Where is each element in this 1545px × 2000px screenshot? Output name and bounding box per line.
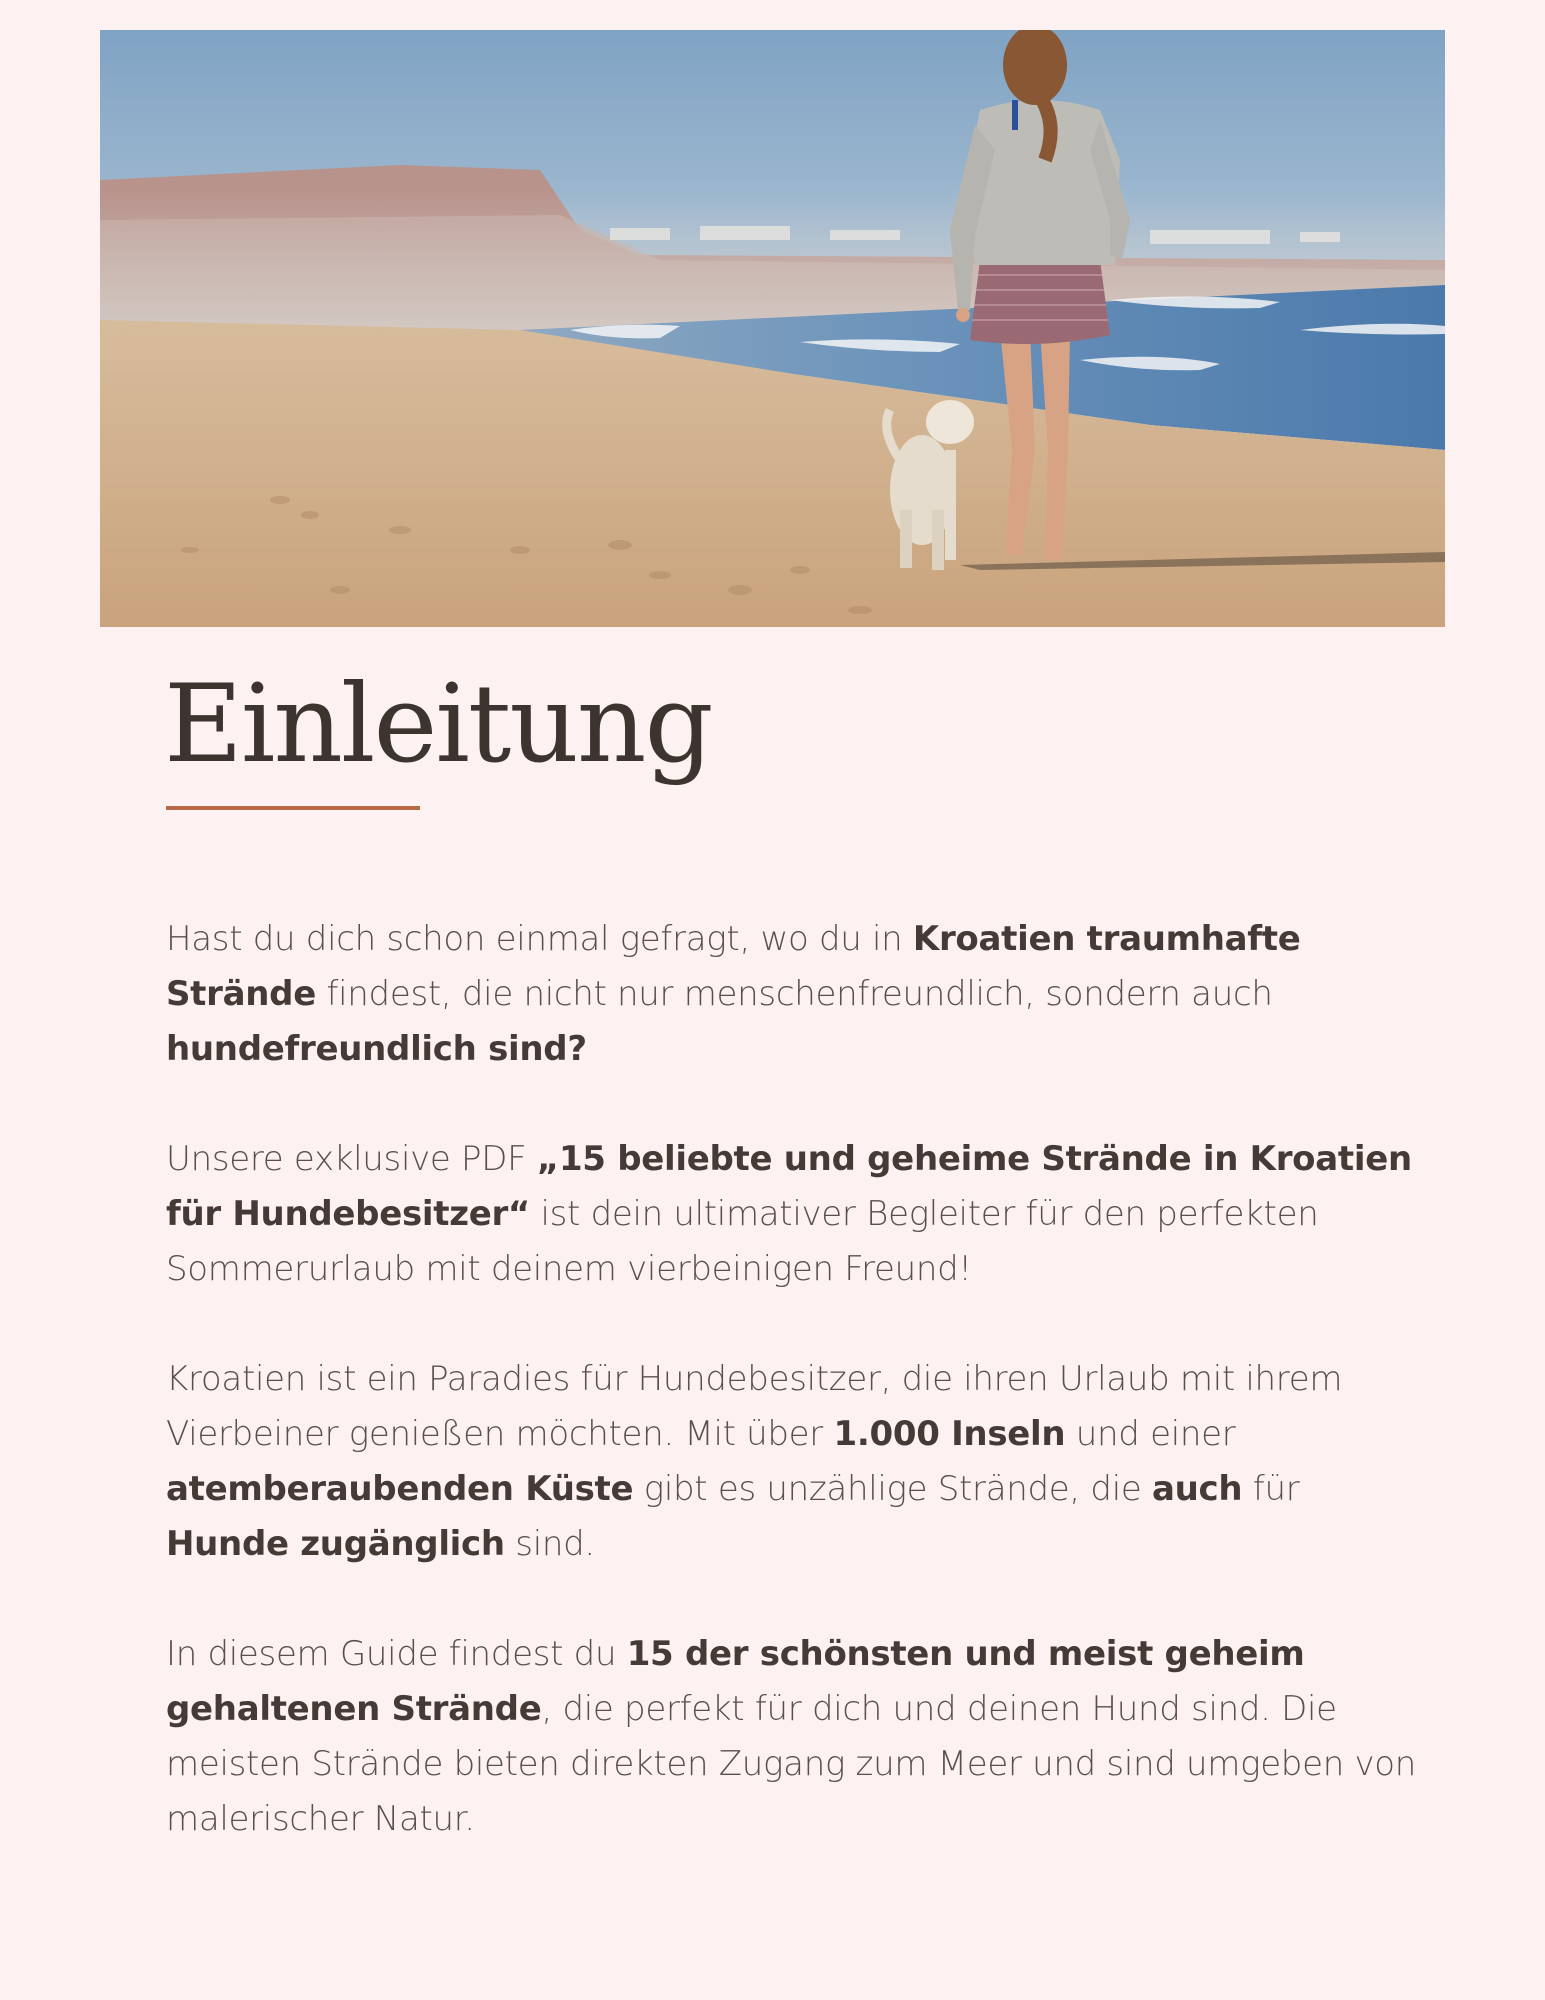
text-run-bold: 1.000 Inseln: [833, 1414, 1066, 1454]
text-run: Kroatien ist ein Paradies für Hundebesitzer, die ihren Urlaub mit ihrem Vierbeiner genießen möchten. Mit über: [166, 1359, 1343, 1454]
text-run: Unsere exklusive PDF: [166, 1139, 537, 1179]
text-run: Hast du dich schon einmal gefragt, wo du in: [166, 919, 913, 959]
text-run: ist dein ultimativer Begleiter für den perfekten Sommerurlaub mit deinem vierbeinigen Freund!: [166, 1194, 1319, 1289]
beach-photo: [100, 30, 1445, 627]
text-run-bold: 15 der schönsten und meist geheim gehaltenen Strände: [166, 1634, 1305, 1729]
text-run: findest, die nicht nur menschenfreundlich, sondern auch: [315, 974, 1273, 1014]
text-run-bold: „15 beliebte und geheime Strände in Kroatien für Hundebesitzer“: [166, 1139, 1412, 1234]
text-run-bold: atemberaubenden Küste: [166, 1469, 634, 1509]
text-run-bold: Kroatien traumhafte Strände: [166, 919, 1301, 1014]
hero-image: [100, 30, 1445, 627]
page-title: Einleitung: [164, 662, 712, 787]
paragraph-4: [166, 1627, 1426, 1847]
text-run-bold: auch: [1151, 1469, 1243, 1509]
text-run: sind.: [504, 1524, 595, 1564]
paragraph-1: [166, 912, 1426, 1077]
text-run: In diesem Guide findest du: [166, 1634, 627, 1674]
intro-text: [166, 912, 1426, 1902]
text-run: gibt es unzählige Strände, die: [633, 1469, 1152, 1509]
text-run: und einer: [1065, 1414, 1236, 1454]
title-underline: [166, 806, 420, 810]
text-run: , die perfekt für dich und deinen Hund sind. Die meisten Strände bieten direkten Zugang zum Meer und sind umgeben von malerischer Natur.: [166, 1689, 1417, 1839]
text-run-bold: Hunde zugänglich: [166, 1524, 505, 1564]
paragraph-3: [166, 1352, 1426, 1572]
text-run: für: [1242, 1469, 1300, 1509]
paragraph-2: [166, 1132, 1426, 1297]
text-run-bold: hundefreundlich sind?: [166, 1029, 587, 1069]
